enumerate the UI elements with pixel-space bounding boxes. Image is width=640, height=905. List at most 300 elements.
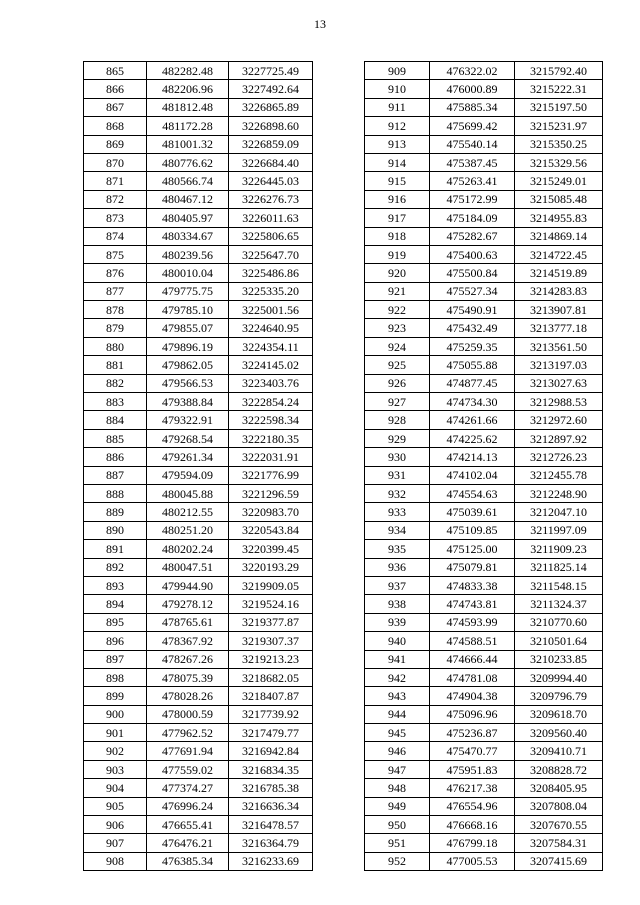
x-coordinate-cell: 475885.34 [430,98,515,116]
x-coordinate-cell: 479855.07 [147,319,229,337]
point-number-cell: 909 [365,62,430,80]
y-coordinate-cell: 3215197.50 [515,98,603,116]
y-coordinate-cell: 3212972.60 [515,411,603,429]
y-coordinate-cell: 3218682.05 [229,668,313,686]
x-coordinate-cell: 478367.92 [147,632,229,650]
y-coordinate-cell: 3211909.23 [515,540,603,558]
table-row [84,760,313,778]
table-row [365,466,603,484]
table-row [365,153,603,171]
y-coordinate-cell: 3212047.10 [515,503,603,521]
point-number-cell: 926 [365,374,430,392]
table-row [84,650,313,668]
x-coordinate-cell: 480239.56 [147,245,229,263]
y-coordinate-cell: 3216785.38 [229,779,313,797]
point-number-cell: 946 [365,742,430,760]
point-number-cell: 875 [84,245,147,263]
table-row [84,282,313,300]
y-coordinate-cell: 3216478.57 [229,816,313,834]
y-coordinate-cell: 3208405.95 [515,779,603,797]
y-coordinate-cell: 3214955.83 [515,209,603,227]
x-coordinate-cell: 476476.21 [147,834,229,852]
x-coordinate-cell: 480010.04 [147,264,229,282]
point-number-cell: 921 [365,282,430,300]
point-number-cell: 919 [365,245,430,263]
x-coordinate-cell: 478765.61 [147,613,229,631]
point-number-cell: 929 [365,429,430,447]
y-coordinate-cell: 3213561.50 [515,337,603,355]
y-coordinate-cell: 3217739.92 [229,705,313,723]
table-row [84,521,313,539]
x-coordinate-cell: 476217.38 [430,779,515,797]
point-number-cell: 907 [84,834,147,852]
point-number-cell: 914 [365,153,430,171]
y-coordinate-cell: 3210501.64 [515,632,603,650]
point-number-cell: 904 [84,779,147,797]
y-coordinate-cell: 3225335.20 [229,282,313,300]
point-number-cell: 880 [84,337,147,355]
table-row [84,742,313,760]
x-coordinate-cell: 476996.24 [147,797,229,815]
table-row [365,797,603,815]
y-coordinate-cell: 3214869.14 [515,227,603,245]
x-coordinate-cell: 482206.96 [147,80,229,98]
y-coordinate-cell: 3224145.02 [229,356,313,374]
point-number-cell: 938 [365,595,430,613]
point-number-cell: 932 [365,484,430,502]
table-row [84,98,313,116]
table-row [84,429,313,447]
table-row [84,264,313,282]
y-coordinate-cell: 3222854.24 [229,393,313,411]
x-coordinate-cell: 480776.62 [147,153,229,171]
table-row [365,227,603,245]
point-number-cell: 911 [365,98,430,116]
y-coordinate-cell: 3219307.37 [229,632,313,650]
point-number-cell: 898 [84,668,147,686]
table-row [84,62,313,80]
y-coordinate-cell: 3217479.77 [229,724,313,742]
x-coordinate-cell: 479594.09 [147,466,229,484]
x-coordinate-cell: 474743.81 [430,595,515,613]
x-coordinate-cell: 474225.62 [430,429,515,447]
x-coordinate-cell: 476668.16 [430,816,515,834]
y-coordinate-cell: 3221776.99 [229,466,313,484]
point-number-cell: 950 [365,816,430,834]
table-row [365,172,603,190]
y-coordinate-cell: 3214722.45 [515,245,603,263]
table-row [365,282,603,300]
x-coordinate-cell: 479785.10 [147,301,229,319]
x-coordinate-cell: 474781.08 [430,668,515,686]
point-number-cell: 890 [84,521,147,539]
x-coordinate-cell: 479566.53 [147,374,229,392]
x-coordinate-cell: 475951.83 [430,760,515,778]
point-number-cell: 878 [84,301,147,319]
y-coordinate-cell: 3226445.03 [229,172,313,190]
y-coordinate-cell: 3224640.95 [229,319,313,337]
table-row [84,301,313,319]
table-row [365,705,603,723]
table-row [365,650,603,668]
table-row [84,227,313,245]
y-coordinate-cell: 3219213.23 [229,650,313,668]
y-coordinate-cell: 3211324.37 [515,595,603,613]
point-number-cell: 916 [365,190,430,208]
y-coordinate-cell: 3215329.56 [515,153,603,171]
x-coordinate-cell: 475263.41 [430,172,515,190]
x-coordinate-cell: 475527.34 [430,282,515,300]
table-row [365,337,603,355]
x-coordinate-cell: 480202.24 [147,540,229,558]
x-coordinate-cell: 479896.19 [147,337,229,355]
y-coordinate-cell: 3225647.70 [229,245,313,263]
x-coordinate-cell: 478028.26 [147,687,229,705]
table-row [365,190,603,208]
y-coordinate-cell: 3209618.70 [515,705,603,723]
x-coordinate-cell: 476322.02 [430,62,515,80]
table-row [365,816,603,834]
point-number-cell: 940 [365,632,430,650]
point-number-cell: 870 [84,153,147,171]
y-coordinate-cell: 3213777.18 [515,319,603,337]
table-row [84,779,313,797]
y-coordinate-cell: 3207415.69 [515,852,603,870]
y-coordinate-cell: 3209410.71 [515,742,603,760]
table-row [365,62,603,80]
table-row [84,80,313,98]
table-row [365,448,603,466]
point-number-cell: 901 [84,724,147,742]
y-coordinate-cell: 3211825.14 [515,558,603,576]
table-row [84,484,313,502]
table-row [365,209,603,227]
point-number-cell: 952 [365,852,430,870]
point-number-cell: 872 [84,190,147,208]
point-number-cell: 897 [84,650,147,668]
y-coordinate-cell: 3213907.81 [515,301,603,319]
point-number-cell: 874 [84,227,147,245]
table-row [365,558,603,576]
y-coordinate-cell: 3224354.11 [229,337,313,355]
table-row [365,576,603,594]
point-number-cell: 865 [84,62,147,80]
point-number-cell: 941 [365,650,430,668]
table-row [84,852,313,870]
point-number-cell: 944 [365,705,430,723]
y-coordinate-cell: 3220983.70 [229,503,313,521]
x-coordinate-cell: 477374.27 [147,779,229,797]
y-coordinate-cell: 3226011.63 [229,209,313,227]
point-number-cell: 948 [365,779,430,797]
x-coordinate-cell: 478075.39 [147,668,229,686]
x-coordinate-cell: 475172.99 [430,190,515,208]
table-row [365,852,603,870]
point-number-cell: 924 [365,337,430,355]
table-row [365,98,603,116]
point-number-cell: 923 [365,319,430,337]
y-coordinate-cell: 3226859.09 [229,135,313,153]
point-number-cell: 905 [84,797,147,815]
table-row [84,337,313,355]
table-row [365,393,603,411]
point-number-cell: 930 [365,448,430,466]
y-coordinate-cell: 3215350.25 [515,135,603,153]
table-row [365,779,603,797]
point-number-cell: 900 [84,705,147,723]
table-row [365,687,603,705]
table-row [84,190,313,208]
x-coordinate-cell: 479944.90 [147,576,229,594]
point-number-cell: 912 [365,117,430,135]
point-number-cell: 915 [365,172,430,190]
y-coordinate-cell: 3219524.16 [229,595,313,613]
point-number-cell: 936 [365,558,430,576]
y-coordinate-cell: 3211548.15 [515,576,603,594]
y-coordinate-cell: 3213027.63 [515,374,603,392]
point-number-cell: 925 [365,356,430,374]
point-number-cell: 917 [365,209,430,227]
point-number-cell: 922 [365,301,430,319]
y-coordinate-cell: 3214519.89 [515,264,603,282]
point-number-cell: 945 [365,724,430,742]
table-row [84,209,313,227]
table-row [84,632,313,650]
y-coordinate-cell: 3212726.23 [515,448,603,466]
point-number-cell: 867 [84,98,147,116]
x-coordinate-cell: 475096.96 [430,705,515,723]
y-coordinate-cell: 3209994.40 [515,668,603,686]
table-row [365,245,603,263]
x-coordinate-cell: 476000.89 [430,80,515,98]
point-number-cell: 881 [84,356,147,374]
table-body [84,62,313,871]
table-row [365,760,603,778]
y-coordinate-cell: 3213197.03 [515,356,603,374]
point-number-cell: 866 [84,80,147,98]
table-row [365,503,603,521]
coordinates-table-left [83,61,313,871]
point-number-cell: 931 [365,466,430,484]
point-number-cell: 903 [84,760,147,778]
x-coordinate-cell: 475236.87 [430,724,515,742]
point-number-cell: 951 [365,834,430,852]
table-row [84,448,313,466]
table-row [365,411,603,429]
x-coordinate-cell: 481001.32 [147,135,229,153]
point-number-cell: 883 [84,393,147,411]
table-row [365,80,603,98]
x-coordinate-cell: 474261.66 [430,411,515,429]
table-row [365,632,603,650]
point-number-cell: 871 [84,172,147,190]
x-coordinate-cell: 479322.91 [147,411,229,429]
point-number-cell: 943 [365,687,430,705]
table-row [84,356,313,374]
y-coordinate-cell: 3212248.90 [515,484,603,502]
y-coordinate-cell: 3216636.34 [229,797,313,815]
table-row [84,558,313,576]
x-coordinate-cell: 480045.88 [147,484,229,502]
table-row [84,245,313,263]
page-number: 13 [314,17,326,31]
point-number-cell: 949 [365,797,430,815]
table-row [365,117,603,135]
point-number-cell: 895 [84,613,147,631]
x-coordinate-cell: 475079.81 [430,558,515,576]
x-coordinate-cell: 479388.84 [147,393,229,411]
x-coordinate-cell: 480467.12 [147,190,229,208]
point-number-cell: 913 [365,135,430,153]
table-row [84,135,313,153]
y-coordinate-cell: 3218407.87 [229,687,313,705]
y-coordinate-cell: 3226898.60 [229,117,313,135]
table-row [365,724,603,742]
point-number-cell: 891 [84,540,147,558]
y-coordinate-cell: 3209560.40 [515,724,603,742]
point-number-cell: 887 [84,466,147,484]
point-number-cell: 876 [84,264,147,282]
x-coordinate-cell: 476385.34 [147,852,229,870]
x-coordinate-cell: 474554.63 [430,484,515,502]
y-coordinate-cell: 3220193.29 [229,558,313,576]
x-coordinate-cell: 474904.38 [430,687,515,705]
y-coordinate-cell: 3219909.05 [229,576,313,594]
y-coordinate-cell: 3216364.79 [229,834,313,852]
table-row [84,393,313,411]
x-coordinate-cell: 474734.30 [430,393,515,411]
table-row [365,301,603,319]
x-coordinate-cell: 475699.42 [430,117,515,135]
point-number-cell: 873 [84,209,147,227]
point-number-cell: 886 [84,448,147,466]
x-coordinate-cell: 474102.04 [430,466,515,484]
x-coordinate-cell: 474588.51 [430,632,515,650]
table-row [365,595,603,613]
y-coordinate-cell: 3219377.87 [229,613,313,631]
x-coordinate-cell: 476799.18 [430,834,515,852]
x-coordinate-cell: 479862.05 [147,356,229,374]
x-coordinate-cell: 475055.88 [430,356,515,374]
x-coordinate-cell: 480566.74 [147,172,229,190]
y-coordinate-cell: 3209796.79 [515,687,603,705]
x-coordinate-cell: 474666.44 [430,650,515,668]
point-number-cell: 927 [365,393,430,411]
y-coordinate-cell: 3222598.34 [229,411,313,429]
table-row [365,356,603,374]
point-number-cell: 902 [84,742,147,760]
y-coordinate-cell: 3227492.64 [229,80,313,98]
x-coordinate-cell: 480212.55 [147,503,229,521]
table-row [365,521,603,539]
y-coordinate-cell: 3207584.31 [515,834,603,852]
y-coordinate-cell: 3207670.55 [515,816,603,834]
table-row [84,705,313,723]
y-coordinate-cell: 3222031.91 [229,448,313,466]
y-coordinate-cell: 3211997.09 [515,521,603,539]
point-number-cell: 935 [365,540,430,558]
y-coordinate-cell: 3222180.35 [229,429,313,447]
point-number-cell: 884 [84,411,147,429]
point-number-cell: 918 [365,227,430,245]
table-row [84,319,313,337]
y-coordinate-cell: 3215231.97 [515,117,603,135]
table-row [84,411,313,429]
x-coordinate-cell: 480334.67 [147,227,229,245]
y-coordinate-cell: 3225806.65 [229,227,313,245]
x-coordinate-cell: 479261.34 [147,448,229,466]
point-number-cell: 893 [84,576,147,594]
x-coordinate-cell: 479775.75 [147,282,229,300]
x-coordinate-cell: 477005.53 [430,852,515,870]
y-coordinate-cell: 3212455.78 [515,466,603,484]
table-row [84,153,313,171]
x-coordinate-cell: 477559.02 [147,760,229,778]
table-row [365,374,603,392]
table-row [365,264,603,282]
x-coordinate-cell: 475490.91 [430,301,515,319]
table-row [84,172,313,190]
point-number-cell: 939 [365,613,430,631]
y-coordinate-cell: 3225486.86 [229,264,313,282]
y-coordinate-cell: 3215222.31 [515,80,603,98]
x-coordinate-cell: 474877.45 [430,374,515,392]
y-coordinate-cell: 3207808.04 [515,797,603,815]
point-number-cell: 934 [365,521,430,539]
table-row [84,834,313,852]
x-coordinate-cell: 477962.52 [147,724,229,742]
y-coordinate-cell: 3226684.40 [229,153,313,171]
x-coordinate-cell: 475500.84 [430,264,515,282]
x-coordinate-cell: 480405.97 [147,209,229,227]
x-coordinate-cell: 475109.85 [430,521,515,539]
table-row [84,613,313,631]
x-coordinate-cell: 474593.99 [430,613,515,631]
y-coordinate-cell: 3221296.59 [229,484,313,502]
y-coordinate-cell: 3214283.83 [515,282,603,300]
point-number-cell: 942 [365,668,430,686]
x-coordinate-cell: 475470.77 [430,742,515,760]
table-row [365,742,603,760]
point-number-cell: 894 [84,595,147,613]
x-coordinate-cell: 482282.48 [147,62,229,80]
y-coordinate-cell: 3226865.89 [229,98,313,116]
y-coordinate-cell: 3226276.73 [229,190,313,208]
y-coordinate-cell: 3216942.84 [229,742,313,760]
y-coordinate-cell: 3212897.92 [515,429,603,447]
y-coordinate-cell: 3216834.35 [229,760,313,778]
table-row [365,135,603,153]
table-row [84,503,313,521]
point-number-cell: 908 [84,852,147,870]
table-row [84,374,313,392]
y-coordinate-cell: 3227725.49 [229,62,313,80]
y-coordinate-cell: 3223403.76 [229,374,313,392]
table-row [84,540,313,558]
table-body [365,62,603,871]
x-coordinate-cell: 475432.49 [430,319,515,337]
x-coordinate-cell: 480047.51 [147,558,229,576]
x-coordinate-cell: 475184.09 [430,209,515,227]
y-coordinate-cell: 3220399.45 [229,540,313,558]
table-row [84,668,313,686]
y-coordinate-cell: 3216233.69 [229,852,313,870]
x-coordinate-cell: 480251.20 [147,521,229,539]
y-coordinate-cell: 3210770.60 [515,613,603,631]
point-number-cell: 920 [365,264,430,282]
x-coordinate-cell: 475400.63 [430,245,515,263]
point-number-cell: 937 [365,576,430,594]
